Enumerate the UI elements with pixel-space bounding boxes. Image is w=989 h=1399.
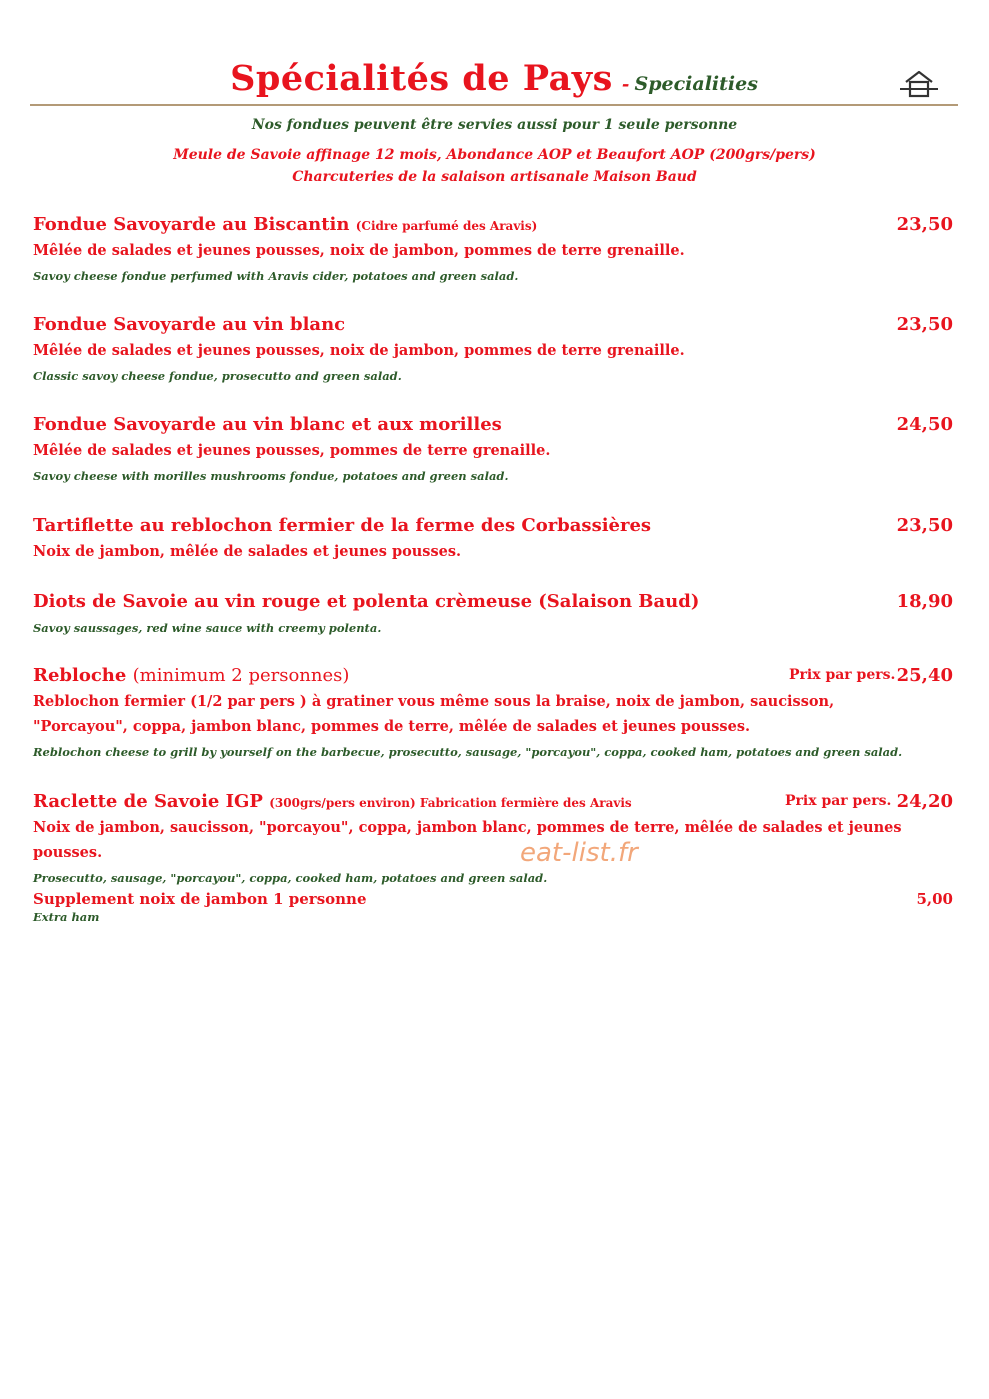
item-english: Savoy cheese with morilles mushrooms fondue, potatoes and green salad. — [33, 469, 509, 483]
item-english: Savoy cheese fondue perfumed with Aravis cider, potatoes and green salad. — [33, 269, 519, 283]
watermark: eat-list.fr — [520, 838, 638, 868]
item-price: 23,50 — [896, 515, 953, 536]
item-name-line — [33, 214, 953, 235]
item-description-line2: "Porcayou", coppa, jambon blanc, pommes de terre, mêlée de salades et jeunes pousses. — [33, 718, 751, 735]
item-description: Noix de jambon, saucisson, "porcayou", coppa, jambon blanc, pommes de terre, mêlée de salades et jeunes pousses. — [33, 819, 902, 861]
price-per-person-label: Prix par pers. — [785, 793, 892, 809]
item-name: Fondue Savoyarde au vin blanc — [33, 314, 346, 335]
item-english: Classic savoy cheese fondue, prosecutto and green salad. — [33, 369, 402, 383]
menu-item — [33, 665, 953, 759]
item-english: Prosecutto, sausage, "porcayou", coppa, cooked ham, potatoes and green salad. — [33, 871, 548, 885]
item-price: 25,40 — [896, 665, 953, 686]
header-rule — [30, 104, 958, 106]
supplement-item — [33, 890, 953, 924]
title-block — [30, 58, 958, 99]
item-name: Fondue Savoyarde au vin blanc et aux morilles — [33, 414, 502, 435]
item-note: (minimum 2 personnes) — [132, 665, 350, 686]
page-header — [30, 58, 958, 106]
intro-charcuterie: Charcuteries de la salaison artisanale Maison Baud — [292, 169, 697, 185]
item-name: Rebloche — [33, 665, 127, 686]
item-description: Noix de jambon, mêlée de salades et jeunes pousses. — [33, 543, 462, 560]
menu-item — [33, 214, 953, 283]
supplement-name: Supplement noix de jambon 1 personne — [33, 890, 367, 908]
supplement-price: 5,00 — [916, 890, 953, 908]
item-english: Savoy saussages, red wine sauce with creemy polenta. — [33, 621, 382, 635]
title-dash: - — [621, 74, 630, 95]
item-name: Raclette de Savoie IGP — [33, 791, 263, 812]
item-name: Diots de Savoie au vin rouge et polenta crèmeuse (Salaison Baud) — [33, 591, 700, 612]
item-description: Mêlée de salades et jeunes pousses, pommes de terre grenaille. — [33, 442, 551, 459]
item-description-line1: Reblochon fermier (1/2 par pers ) à gratiner vous même sous la braise, noix de jambon, saucisson, — [33, 693, 835, 710]
menu-item — [33, 314, 953, 383]
item-price: 18,90 — [896, 591, 953, 612]
menu-item — [33, 591, 953, 635]
item-name: Fondue Savoyarde au Biscantin — [33, 214, 350, 235]
item-name: Tartiflette au reblochon fermier de la ferme des Corbassières — [33, 515, 652, 536]
intro-single-person: Nos fondues peuvent être servies aussi pour 1 seule personne — [251, 117, 738, 133]
item-note: (300grs/pers environ) Fabrication fermière des Aravis — [269, 796, 632, 810]
item-description: Mêlée de salades et jeunes pousses, noix de jambon, pommes de terre grenaille. — [33, 342, 685, 359]
page-subtitle: Specialities — [634, 73, 758, 95]
page-title: Spécialités de Pays — [230, 58, 613, 99]
item-note: (Cidre parfumé des Aravis) — [355, 219, 538, 233]
menu-item — [33, 515, 953, 564]
menu-item — [33, 414, 953, 483]
item-price: 23,50 — [896, 214, 953, 235]
menu-item — [33, 791, 953, 885]
item-price: 24,20 — [896, 791, 953, 812]
price-per-person-label: Prix par pers. — [789, 667, 896, 683]
item-english: Reblochon cheese to grill by yourself on the barbecue, prosecutto, sausage, "porcayou", coppa, cooked ham, potatoes and green salad. — [33, 745, 903, 759]
item-description: Mêlée de salades et jeunes pousses, noix de jambon, pommes de terre grenaille. — [33, 242, 685, 259]
home-icon[interactable] — [898, 66, 940, 100]
intro-cheeses: Meule de Savoie affinage 12 mois, Abondance AOP et Beaufort AOP (200grs/pers) — [173, 147, 816, 163]
supplement-english: Extra ham — [33, 910, 100, 924]
item-price: 23,50 — [896, 314, 953, 335]
item-price: 24,50 — [896, 414, 953, 435]
